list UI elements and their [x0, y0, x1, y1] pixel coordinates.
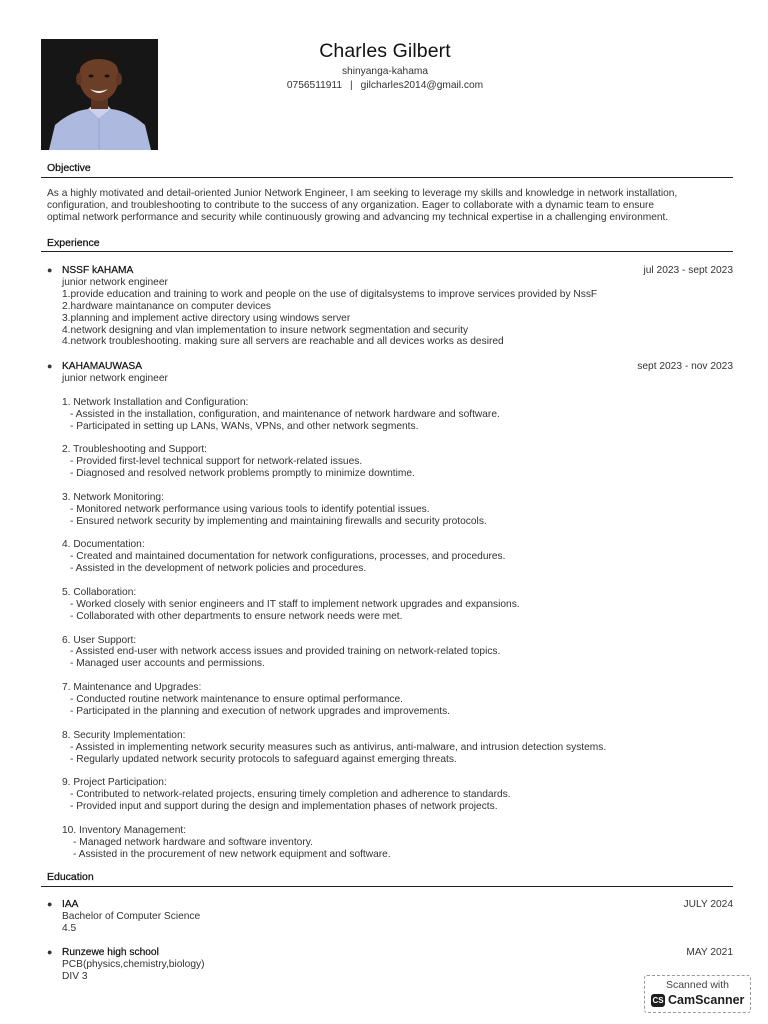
school-detail: Bachelor of Computer Science: [62, 911, 201, 922]
bullet-icon: ●: [47, 899, 53, 909]
duty-group-heading: 10. Inventory Management:: [62, 824, 187, 836]
duty-item: - Contributed to network-related projects, ensuring timely completion and adherence to standards.: [70, 789, 511, 801]
watermark-brand: CamScanner: [668, 993, 745, 1007]
job-duty: 4.network troubleshooting. making sure all servers are reachable and all devices works as desired: [62, 336, 504, 348]
contact-line: [200, 80, 570, 92]
email-address: gilcharles2014@gmail.com: [360, 80, 484, 91]
job-role: junior network engineer: [62, 373, 168, 384]
candidate-name: Charles Gilbert: [319, 40, 451, 62]
bullet-icon: ●: [47, 361, 53, 371]
school-date: JULY 2024: [683, 899, 733, 910]
bullet-icon: ●: [47, 947, 53, 957]
job-org: KAHAMAUWASA: [62, 361, 143, 372]
job-date: sept 2023 - nov 2023: [637, 361, 733, 372]
experience-heading: Experience: [47, 237, 100, 249]
duty-item: - Participated in the planning and execution of network upgrades and improvements.: [70, 705, 450, 717]
education-heading: Education: [47, 871, 94, 883]
objective-divider: [41, 177, 733, 178]
duty-item: - Managed network hardware and software inventory.: [73, 836, 313, 848]
duty-group-heading: 5. Collaboration:: [62, 587, 137, 599]
camscanner-logo-icon: CS: [652, 996, 664, 1005]
school-details: [62, 959, 733, 983]
duty-group-heading: 4. Documentation:: [62, 539, 145, 551]
experience-divider: [41, 251, 733, 252]
objective-line: As a highly motivated and detail-oriented Junior Network Engineer, I am seeking to leverage my skills and knowledge in network installation,: [47, 188, 678, 199]
duty-item: - Managed user accounts and permissions.: [70, 658, 265, 670]
duty-group-heading: 8. Security Implementation:: [62, 729, 186, 741]
duty-item: - Collaborated with other departments to ensure network needs were met.: [70, 610, 403, 622]
duty-group-heading: 2. Troubleshooting and Support:: [62, 444, 207, 456]
job-duty: 3.planning and implement active directory using windows server: [62, 312, 351, 324]
school-date: MAY 2021: [686, 947, 733, 958]
duty-item: - Assisted in the procurement of new network equipment and software.: [73, 848, 391, 860]
duty-item: - Provided first-level technical support for network-related issues.: [70, 456, 363, 468]
candidate-location: shinyanga-kahama: [341, 66, 429, 77]
job-duty: 1.provide education and training to work and people on the use of digitalsystems to improve services provided by NssF: [62, 288, 598, 300]
contact-separator: |: [350, 80, 353, 91]
watermark-caption: Scanned with: [665, 979, 730, 991]
job-duty: 4.network designing and vlan implementation to insure network segmentation and security: [62, 324, 469, 336]
duty-item: - Worked closely with senior engineers and IT staff to implement network upgrades and expansions.: [70, 598, 520, 610]
education-divider: [41, 886, 733, 887]
objective-heading: Objective: [47, 162, 91, 174]
duty-item: - Diagnosed and resolved network problems promptly to minimize downtime.: [70, 468, 415, 480]
job-date: jul 2023 - sept 2023: [643, 265, 733, 276]
duty-item: - Regularly updated network security protocols to safeguard against emerging threats.: [70, 753, 457, 765]
school-detail: DIV 3: [62, 970, 88, 982]
job-org: NSSF kAHAMA: [62, 265, 134, 276]
duty-item: - Provided input and support during the design and implementation phases of network projects.: [70, 801, 498, 813]
objective-line: optimal network performance and security while continuously growing and advancing my technical expertise in a challenging environment.: [47, 211, 669, 223]
school-detail: PCB(physics,chemistry,biology): [62, 959, 205, 970]
objective-line: configuration, and troubleshooting to contribute to the success of any organization. Eager to collaborate with a dynamic team to ensure: [47, 199, 655, 211]
job-details: [62, 277, 733, 348]
duty-group-heading: 7. Maintenance and Upgrades:: [62, 682, 202, 694]
school-detail: 4.5: [62, 922, 77, 934]
bullet-icon: ●: [47, 265, 53, 275]
duty-item: - Ensured network security by implementing and maintaining firewalls and security protocols.: [70, 515, 487, 527]
job-details: [62, 373, 733, 861]
duty-item: - Assisted in implementing network security measures such as antivirus, anti-malware, and intrusion detection systems.: [70, 741, 607, 753]
school-name: Runzewe high school: [62, 947, 159, 958]
phone-number: 0756511911: [286, 80, 343, 91]
duty-group-heading: 3. Network Monitoring:: [62, 491, 164, 503]
camscanner-watermark: [644, 975, 751, 1013]
duty-item: - Assisted end-user with network access issues and provided training on network-related topics.: [70, 646, 501, 658]
duty-item: - Created and maintained documentation for network configurations, processes, and procedures.: [70, 551, 506, 563]
duty-item: - Assisted in the installation, configuration, and maintenance of network hardware and software.: [70, 408, 500, 420]
duty-item: - Assisted in the development of network policies and procedures.: [70, 563, 367, 575]
objective-text: [47, 188, 733, 224]
profile-photo: [41, 39, 158, 150]
duty-item: - Monitored network performance using various tools to identify potential issues.: [70, 503, 430, 515]
duty-group-heading: 1. Network Installation and Configuration:: [62, 396, 249, 408]
job-duty: 2.hardware maintanance on computer devices: [62, 300, 271, 312]
duty-item: - Participated in setting up LANs, WANs, VPNs, and other network segments.: [70, 420, 419, 432]
duty-item: - Conducted routine network maintenance to ensure optimal performance.: [70, 694, 403, 706]
school-details: [62, 911, 733, 935]
job-role: junior network engineer: [62, 277, 168, 288]
school-name: IAA: [62, 899, 79, 910]
duty-group-heading: 9. Project Participation:: [62, 777, 167, 789]
duty-group-heading: 6. User Support:: [62, 634, 137, 646]
